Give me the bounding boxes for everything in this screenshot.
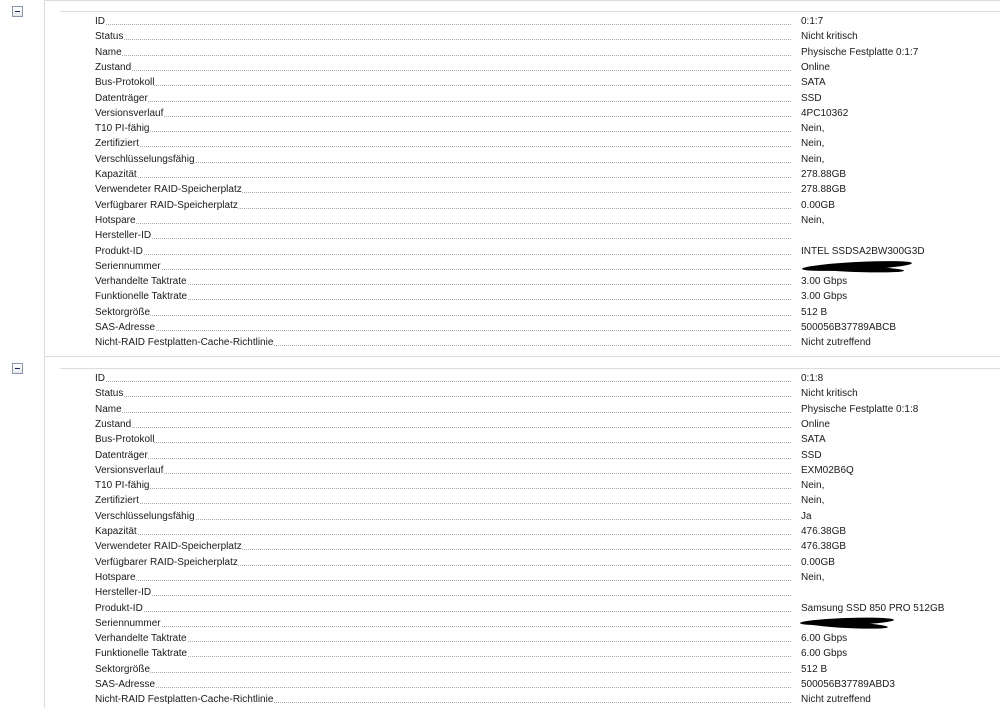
property-row xyxy=(95,616,895,631)
property-value: SSD xyxy=(801,449,822,461)
dot-leader xyxy=(97,672,791,673)
property-label: SAS-Adresse xyxy=(95,320,155,335)
dot-leader xyxy=(97,595,791,596)
property-value: Nicht kritisch xyxy=(801,388,858,400)
property-value: Ja xyxy=(801,510,812,522)
property-value: Nein, xyxy=(801,571,825,583)
property-row xyxy=(95,417,895,432)
property-row xyxy=(95,106,895,121)
property-row xyxy=(95,432,895,447)
properties-border xyxy=(60,11,1000,12)
dot-leader xyxy=(97,101,791,102)
property-label: Zertifiziert xyxy=(95,493,139,508)
property-label: Zustand xyxy=(95,60,131,75)
property-label: Hotspare xyxy=(95,213,136,228)
property-value: 0.00GB xyxy=(801,556,835,568)
property-label: Funktionelle Taktrate xyxy=(95,289,187,304)
property-row xyxy=(95,305,895,320)
property-value: 6.00 Gbps xyxy=(801,633,848,645)
dot-leader xyxy=(97,116,791,117)
property-row xyxy=(95,646,895,661)
property-value: 512 B xyxy=(801,306,828,318)
property-label: Verhandelte Taktrate xyxy=(95,631,187,646)
dot-leader xyxy=(97,488,791,489)
property-label: Status xyxy=(95,29,123,44)
property-value: Online xyxy=(801,61,830,73)
dot-leader xyxy=(97,396,791,397)
property-value: 476.38GB xyxy=(801,526,847,537)
property-row xyxy=(95,524,895,539)
property-label: Kapazität xyxy=(95,167,137,182)
property-label: Sektorgröße xyxy=(95,662,150,677)
property-row xyxy=(95,244,925,259)
dot-leader xyxy=(97,381,791,382)
dot-leader xyxy=(97,24,791,25)
property-label: Funktionelle Taktrate xyxy=(95,646,187,661)
property-label: Name xyxy=(95,402,122,417)
property-label: SAS-Adresse xyxy=(95,677,155,692)
property-value: 4PC10362 xyxy=(801,107,849,119)
property-row xyxy=(95,692,895,707)
property-row xyxy=(95,631,895,646)
dot-leader xyxy=(97,687,791,688)
dot-leader xyxy=(97,641,791,642)
property-label: T10 PI-fähig xyxy=(95,478,149,493)
property-value: Nein, xyxy=(801,153,825,165)
property-label: Verfügbarer RAID-Speicherplatz xyxy=(95,555,238,570)
property-row xyxy=(95,182,895,197)
property-label: Produkt-ID xyxy=(95,244,143,259)
property-row xyxy=(95,386,895,401)
dot-leader xyxy=(97,315,791,316)
dot-leader xyxy=(97,238,791,239)
property-label: Verfügbarer RAID-Speicherplatz xyxy=(95,198,238,213)
property-row xyxy=(95,14,895,29)
property-row xyxy=(95,402,919,417)
property-row xyxy=(95,320,895,335)
dot-leader xyxy=(97,269,791,270)
property-value: SATA xyxy=(801,434,826,446)
property-value: Nicht zutreffend xyxy=(801,694,871,706)
property-label: Nicht-RAID Festplatten-Cache-Richtlinie xyxy=(95,335,273,350)
property-value: INTEL SSDSA2BW300G3D xyxy=(801,245,925,257)
section-border-left xyxy=(44,356,45,708)
property-value: 278.88GB xyxy=(801,169,847,180)
property-value: 0.00GB xyxy=(801,199,835,211)
property-row xyxy=(95,570,895,585)
property-value: SATA xyxy=(801,77,826,89)
property-label: Verhandelte Taktrate xyxy=(95,274,187,289)
property-row xyxy=(95,335,895,350)
property-value: 3.00 Gbps xyxy=(801,276,848,288)
collapse-minus-icon[interactable] xyxy=(12,6,23,17)
dot-leader xyxy=(97,580,791,581)
property-value: SSD xyxy=(801,92,822,104)
disk-section-1 xyxy=(0,356,1000,708)
property-row xyxy=(95,91,895,106)
property-label: Seriennummer xyxy=(95,616,161,631)
property-row xyxy=(95,259,895,274)
section-border xyxy=(44,356,1000,357)
dot-leader xyxy=(97,55,791,56)
property-label: Verwendeter RAID-Speicherplatz xyxy=(95,539,242,554)
property-value: 3.00 Gbps xyxy=(801,291,848,303)
dot-leader xyxy=(97,442,791,443)
property-label: Verschlüsselungsfähig xyxy=(95,152,195,167)
property-row xyxy=(95,45,919,60)
dot-leader xyxy=(97,254,791,255)
property-value: 500056B37789ABCB xyxy=(801,322,897,333)
property-row xyxy=(95,213,895,228)
property-value: 0:1:7 xyxy=(801,16,824,27)
property-row xyxy=(95,136,895,151)
property-value: 278.88GB xyxy=(801,184,847,196)
property-label: Datenträger xyxy=(95,448,148,463)
property-value: Nein, xyxy=(801,214,825,226)
property-row xyxy=(95,493,895,508)
dot-leader xyxy=(97,458,791,459)
properties-border xyxy=(60,368,1000,369)
dot-leader xyxy=(97,146,791,147)
property-label: Hotspare xyxy=(95,570,136,585)
property-row xyxy=(95,509,895,524)
property-row xyxy=(95,274,895,289)
property-label: Hersteller-ID xyxy=(95,228,151,243)
property-label: Kapazität xyxy=(95,524,137,539)
dot-leader xyxy=(97,412,791,413)
dot-leader xyxy=(97,39,791,40)
property-label: T10 PI-fähig xyxy=(95,121,149,136)
dot-leader xyxy=(97,626,791,627)
dot-leader xyxy=(97,473,791,474)
property-label: Verschlüsselungsfähig xyxy=(95,509,195,524)
property-label: ID xyxy=(95,371,105,386)
property-label: Bus-Protokoll xyxy=(95,432,154,447)
property-value: Nein, xyxy=(801,123,825,135)
dot-leader xyxy=(97,427,791,428)
property-row xyxy=(95,60,895,75)
property-row xyxy=(95,585,895,600)
property-row xyxy=(95,662,895,677)
property-value: 6.00 Gbps xyxy=(801,648,848,660)
property-row xyxy=(95,448,895,463)
dot-leader xyxy=(97,162,791,163)
property-value: Nein, xyxy=(801,480,825,492)
property-row xyxy=(95,121,895,136)
property-row xyxy=(95,478,895,493)
property-label: Status xyxy=(95,386,123,401)
property-value: 0:1:8 xyxy=(801,373,824,384)
property-row xyxy=(95,29,895,44)
property-label: Hersteller-ID xyxy=(95,585,151,600)
dot-leader xyxy=(97,656,791,657)
property-value: Nicht kritisch xyxy=(801,31,858,43)
property-row xyxy=(95,555,895,570)
property-row xyxy=(95,601,945,616)
property-row xyxy=(95,371,895,386)
property-value: Physische Festplatte 0:1:8 xyxy=(801,403,919,415)
property-row xyxy=(95,228,895,243)
dot-leader xyxy=(97,611,791,612)
property-value: 512 B xyxy=(801,663,828,675)
property-row xyxy=(95,198,895,213)
dot-leader xyxy=(97,131,791,132)
property-row xyxy=(95,152,895,167)
property-label: Name xyxy=(95,45,122,60)
dot-leader xyxy=(97,177,791,178)
property-label: Seriennummer xyxy=(95,259,161,274)
property-value: Nicht zutreffend xyxy=(801,337,871,349)
property-label: ID xyxy=(95,14,105,29)
property-label: Versionsverlauf xyxy=(95,106,163,121)
property-label: Zustand xyxy=(95,417,131,432)
property-value: Nein, xyxy=(801,138,825,150)
dot-leader xyxy=(97,534,791,535)
property-value: Nein, xyxy=(801,495,825,507)
section-border-left xyxy=(44,0,45,356)
dot-leader xyxy=(97,70,791,71)
property-label: Versionsverlauf xyxy=(95,463,163,478)
dot-leader xyxy=(97,503,791,504)
dot-leader xyxy=(97,223,791,224)
property-row xyxy=(95,75,895,90)
property-row xyxy=(95,289,895,304)
collapse-minus-icon[interactable] xyxy=(12,363,23,374)
property-label: Zertifiziert xyxy=(95,136,139,151)
property-label: Verwendeter RAID-Speicherplatz xyxy=(95,182,242,197)
property-label: Produkt-ID xyxy=(95,601,143,616)
property-label: Nicht-RAID Festplatten-Cache-Richtlinie xyxy=(95,692,273,707)
dot-leader xyxy=(97,330,791,331)
property-value: Online xyxy=(801,418,830,430)
property-label: Sektorgröße xyxy=(95,305,150,320)
property-label: Datenträger xyxy=(95,91,148,106)
dot-leader xyxy=(97,85,791,86)
property-value: Physische Festplatte 0:1:7 xyxy=(801,46,919,58)
property-row xyxy=(95,677,895,692)
property-row xyxy=(95,463,895,478)
dot-leader xyxy=(97,284,791,285)
property-label: Bus-Protokoll xyxy=(95,75,154,90)
dot-leader xyxy=(97,299,791,300)
section-border xyxy=(44,0,1000,1)
property-value: 476.38GB xyxy=(801,541,847,553)
property-row xyxy=(95,167,895,182)
dot-leader xyxy=(97,519,791,520)
property-value: 500056B37789ABD3 xyxy=(801,679,895,690)
property-value: EXM02B6Q xyxy=(801,464,854,476)
property-row xyxy=(95,539,895,554)
property-value: Samsung SSD 850 PRO 512GB xyxy=(801,602,945,614)
